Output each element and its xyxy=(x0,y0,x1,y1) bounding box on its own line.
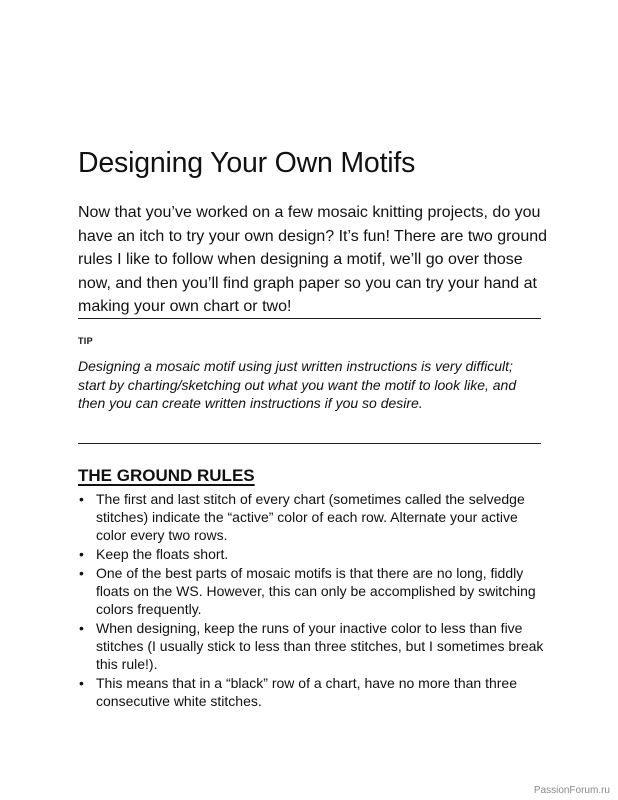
bullet-icon: • xyxy=(79,546,84,562)
list-item-text: This means that in a “black” row of a chart, have no more than three consecutive white stitches. xyxy=(96,675,517,709)
list-item-text: The first and last stitch of every chart (sometimes called the selvedge stitches) indicate the “active” color of each row. Alternate your active color every two rows. xyxy=(96,491,525,543)
list-item xyxy=(78,674,548,710)
bullet-icon: • xyxy=(79,620,84,636)
bullet-icon: • xyxy=(79,491,84,507)
watermark: PassionForum.ru xyxy=(533,785,610,796)
tip-bottom-divider xyxy=(78,443,541,444)
list-item xyxy=(78,619,548,673)
list-item xyxy=(78,490,548,544)
tip-label: TIP xyxy=(78,336,93,346)
list-item-text: Keep the floats short. xyxy=(96,546,229,562)
list-item-text: One of the best parts of mosaic motifs is that there are no long, fiddly floats on the WS. However, this can only be accomplished by switching colors frequently. xyxy=(96,565,536,617)
list-item xyxy=(78,545,548,563)
intro-paragraph: Now that you’ve worked on a few mosaic knitting projects, do you have an itch to try your own design? It’s fun! There are two ground rules I like to follow when designing a motif, we’ll go over those now, and then you’ll find graph paper so you can try your hand at making your own chart or two! xyxy=(78,204,548,315)
list-item xyxy=(78,564,548,618)
tip-top-divider xyxy=(78,318,541,319)
bullet-icon: • xyxy=(79,675,84,691)
tip-text: Designing a mosaic motif using just written instructions is very difficult; start by charting/sketching out what you want the motif to look like, and then you can create written instructions if you so desire. xyxy=(78,358,517,411)
bullet-icon: • xyxy=(79,565,84,581)
ground-rules-list xyxy=(78,490,548,711)
ground-rules-heading: THE GROUND RULES xyxy=(78,466,255,485)
list-item-text: When designing, keep the runs of your inactive color to less than five stitches (I usually stick to less than three stitches, but I sometimes break this rule!). xyxy=(96,620,544,672)
page-title: Designing Your Own Motifs xyxy=(78,147,416,179)
